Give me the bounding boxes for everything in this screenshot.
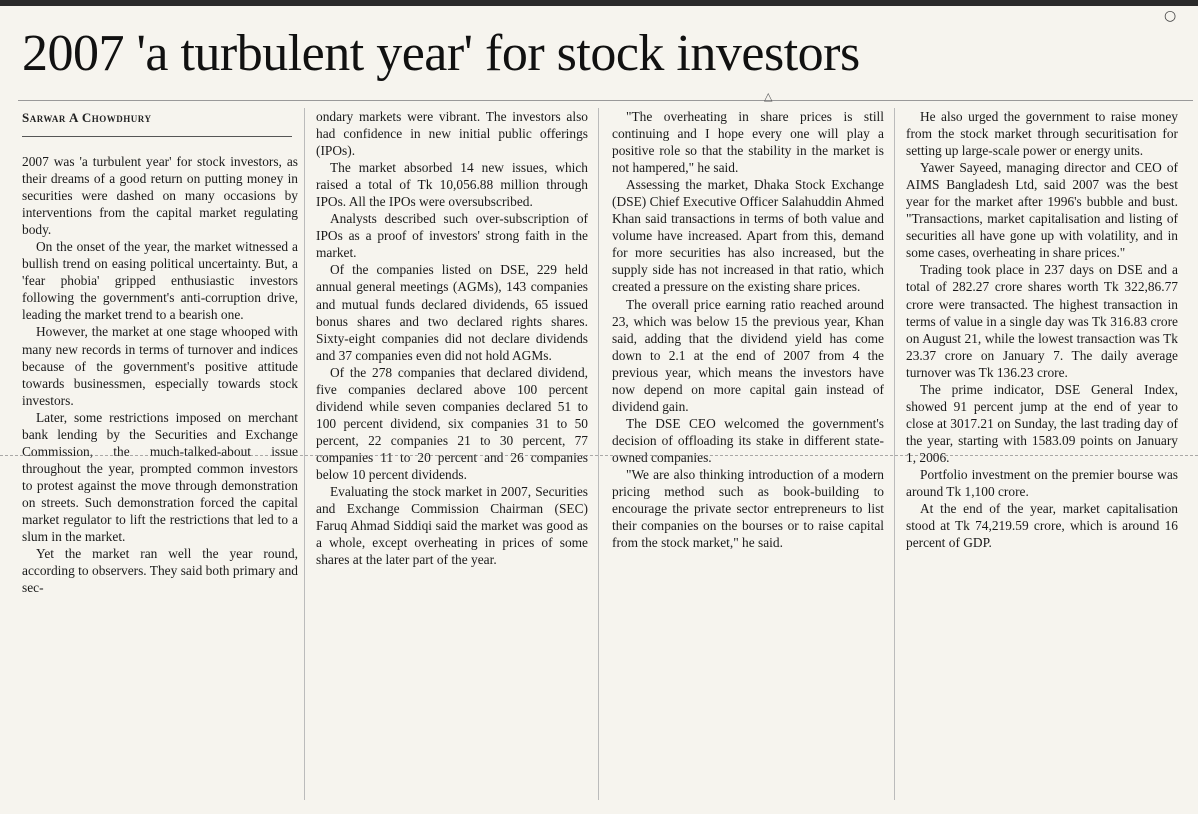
paragraph: The overall price earning ratio reached around 23, which was below 15 the previous year, Khan said, adding that the dividend yield has come down to 2.1 at the end of 2007 from 4 the previous year, which means the investors have now depend on more capital gain instead of dividend gain. <box>612 296 884 414</box>
article-column-2 <box>316 108 588 568</box>
page-fold-line <box>0 455 1198 456</box>
paragraph: The market absorbed 14 new issues, which raised a total of Tk 10,056.88 million through IPOs. All the IPOs were oversubscribed. <box>316 160 588 210</box>
headline-rule <box>18 100 1193 101</box>
corner-scan-mark: ○ <box>1164 8 1177 24</box>
paragraph: "We are also thinking introduction of a modern pricing method such as book-building to encourage the private sector entrepreneurs to list their companies on the bourses or to raise capital from the stock market," he said. <box>612 466 884 551</box>
byline-rule <box>22 136 292 137</box>
article-column-1 <box>22 153 298 596</box>
paragraph: At the end of the year, market capitalisation stood at Tk 74,219.59 crore, which is around 16 percent of GDP. <box>906 501 1178 551</box>
top-rule <box>0 0 1198 6</box>
paragraph: Assessing the market, Dhaka Stock Exchange (DSE) Chief Executive Officer Salahuddin Ahmed Khan said transactions in terms of both value and volume have increased. Apart from this, demand for more securities has also increased, but the supply side has not increased in that ratio, which created a pressure on the existing share prices. <box>612 177 884 295</box>
article-column-4 <box>906 108 1178 551</box>
paragraph: Yet the market ran well the year round, according to observers. They said both primary and sec- <box>22 546 298 596</box>
paragraph: Analysts described such over-subscription of IPOs as a proof of investors' strong faith in the market. <box>316 211 588 261</box>
paragraph: On the onset of the year, the market witnessed a bullish trend on easing political uncertainty. But, a 'fear phobia' gripped enthusiastic investors following the government's anti-corruption drive, leading the market trend to a bearish one. <box>22 239 298 323</box>
paragraph: "The overheating in share prices is still continuing and I hope every one will play a positive role so that the stability in the market is not hampered," he said. <box>612 109 884 176</box>
paragraph: Evaluating the stock market in 2007, Securities and Exchange Commission Chairman (SEC) Faruq Ahmad Siddiqi said the market was good as a whole, except overheating in prices of some shares at the later part of the year. <box>316 484 588 568</box>
paragraph: 2007 was 'a turbulent year' for stock investors, as their dreams of a good return on putting money in securities were dashed on many occasions by interventions from the capital market regulating body. <box>22 154 298 238</box>
paragraph: The prime indicator, DSE General Index, showed 91 percent jump at the end of year to close at 3017.21 on Sunday, the last trading day of the year, starting with 1583.09 points on January 1, 2006. <box>906 381 1178 465</box>
paragraph: Of the 278 companies that declared dividend, five companies declared above 100 percent dividend while seven companies declared 51 to 100 percent dividend, six companies 31 to 50 percent, 22 companies 21 to 30 percent, 77 companies 11 to 20 percent and 26 companies below 10 percent dividends. <box>316 364 588 482</box>
paragraph: ondary markets were vibrant. The investors also had confidence in new initial public offerings (IPOs). <box>316 109 588 159</box>
paragraph: Portfolio investment on the premier bourse was around Tk 1,100 crore. <box>906 466 1178 500</box>
headline: 2007 'a turbulent year' for stock investors <box>22 25 860 82</box>
paragraph: Yawer Sayeed, managing director and CEO of AIMS Bangladesh Ltd, said 2007 was the best year for the market after 1996's bubble and bust. "Transactions, market capitalisation and listing of securities all have gone up with volatility, and in some cases, overheating in share prices." <box>906 160 1178 261</box>
paragraph: However, the market at one stage whooped with many new records in terms of turnover and indices because of the government's positive attitude towards businessmen, especially towards stock investors. <box>22 324 298 408</box>
article-column-3 <box>612 108 884 551</box>
column-divider <box>894 108 895 800</box>
paragraph: Trading took place in 237 days on DSE and a total of 282.27 crore shares worth Tk 322,86.77 crore were transacted. The highest transaction in terms of value in a single day was Tk 316.83 crore on August 21, while the lowest transaction was Tk 23.37 crore on January 7. The daily average turnover was Tk 136.23 crore. <box>906 262 1178 380</box>
paragraph: The DSE CEO welcomed the government's decision of offloading its stake in different state-owned companies. <box>612 415 884 465</box>
column-divider <box>304 108 305 800</box>
paragraph: Later, some restrictions imposed on merchant bank lending by the Securities and Exchange Commission, the much-talked-about issue throughout the year, prompted common investors to protest against the move through demonstration on streets. Such demonstration forced the capital market regulator to lift the restrictions that led to a slum in the market. <box>22 409 298 545</box>
paragraph: He also urged the government to raise money from the stock market through securitisation for setting up large-scale power or energy units. <box>906 109 1178 159</box>
scan-artifact-mark: △ <box>764 90 773 103</box>
column-divider <box>598 108 599 800</box>
paragraph: Of the companies listed on DSE, 229 held annual general meetings (AGMs), 143 companies and mutual funds declared dividends, 65 issued bonus shares and two declared rights shares. Sixty-eight companies did not declare dividends and 37 companies even did not hold AGMs. <box>316 262 588 363</box>
byline: Sarwar A Chowdhury <box>22 110 152 125</box>
